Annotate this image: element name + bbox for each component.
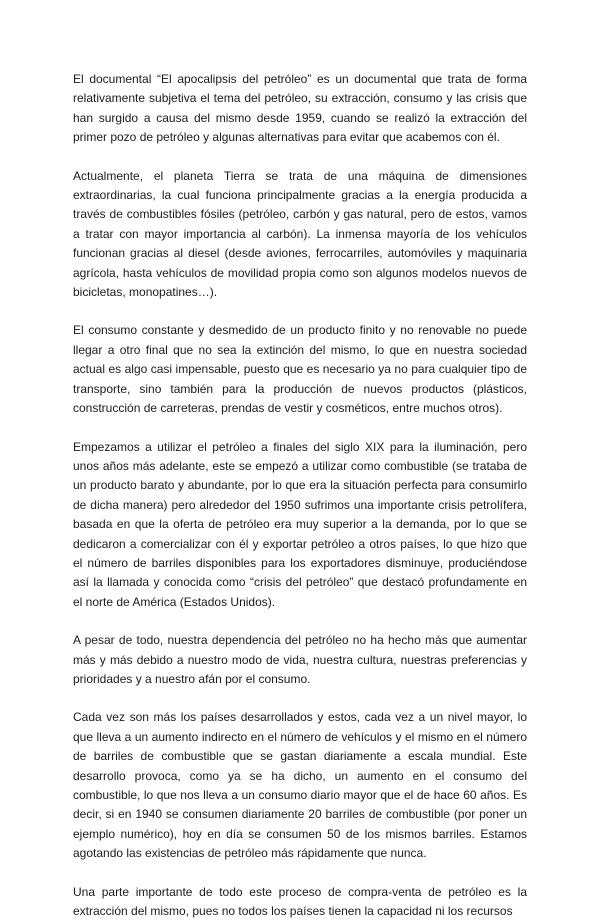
paragraph-intro: El documental “El apocalipsis del petróleo” es un documental que trata de forma relativamente subjetiva el tema del petróleo, su extracción, consumo y las crisis que han surgido a causa del mismo desde 1959, cuando se realizó la extracción del primer pozo de petróleo y algunas alternativas para evitar que acabemos con él. (73, 72, 527, 145)
paragraph-dependence: A pesar de todo, nuestra dependencia del petróleo no ha hecho más que aumentar más y más debido a nuestro modo de vida, nuestra cultura, nuestras preferencias y prioridades y a nuestro afán por el consumo. (73, 633, 527, 686)
paragraph-consumption: El consumo constante y desmedido de un producto finito y no renovable no puede llegar a otro final que no sea la extinción del mismo, lo que en nuestra sociedad actual es algo casi impensable, puesto que es necesario ya no para cualquier tipo de transporte, sino también para la producción de nuevos productos (plásticos, construcción de carreteras, prendas de vestir y cosméticos, entre muchos otros). (73, 323, 527, 416)
paragraph-history: Empezamos a utilizar el petróleo a finales del siglo XIX para la iluminación, pero unos años más adelante, este se empezó a utilizar como combustible (se trataba de un producto barato y abundante, por lo que era la situación perfecta para consumirlo de dicha manera) pero alrededor del 1950 sufrimos una importante crisis petrolífera, basada en que la oferta de petróleo era muy superior a la demanda, por lo que se dedicaron a comercializar con él y exportar petróleo a otros países, lo que hizo que el número de barriles disponibles para los exportadores disminuye, produciéndose así la llamada y conocida como “crisis del petróleo” que destacó profundamente en el norte de América (Estados Unidos). (73, 439, 527, 609)
paragraph-development: Cada vez son más los países desarrollados y estos, cada vez a un nivel mayor, lo que lleva a un aumento indirecto en el número de vehículos y el mismo en el número de barriles de combustible que se gastan diariamente a escala mundial. Este desarrollo provoca, como ya se ha dicho, un aumento en el consumo del combustible, lo que nos lleva a un consumo diario mayor que el de hace 60 años. Es decir, si en 1940 se consumen diariamente 20 barriles de combustible (por poner un ejemplo numérico), hoy en día se consumen 50 de los mismos barriles. Estamos agotando las existencias de petróleo más rápidamente que nunca. (73, 710, 527, 861)
paragraph-extraction: Una parte importante de todo este proceso de compra-venta de petróleo es la extracción del mismo, pues no todos los países tienen la capacidad ni los recursos (73, 884, 527, 919)
paragraph-fossil-fuels: Actualmente, el planeta Tierra se trata de una máquina de dimensiones extraordinarias, la cual funciona principalmente gracias a la energía producida a través de combustibles fósiles (petróleo, carbón y gas natural, pero de estos, vamos a tratar con mayor importancia al carbón). La inmensa mayoría de los vehículos funcionan gracias al diesel (desde aviones, ferrocarriles, automóviles y maquinaria agrícola, hasta vehículos de movilidad propia como son algunos modelos nuevos de bicicletas, monopatines…). (73, 168, 527, 300)
